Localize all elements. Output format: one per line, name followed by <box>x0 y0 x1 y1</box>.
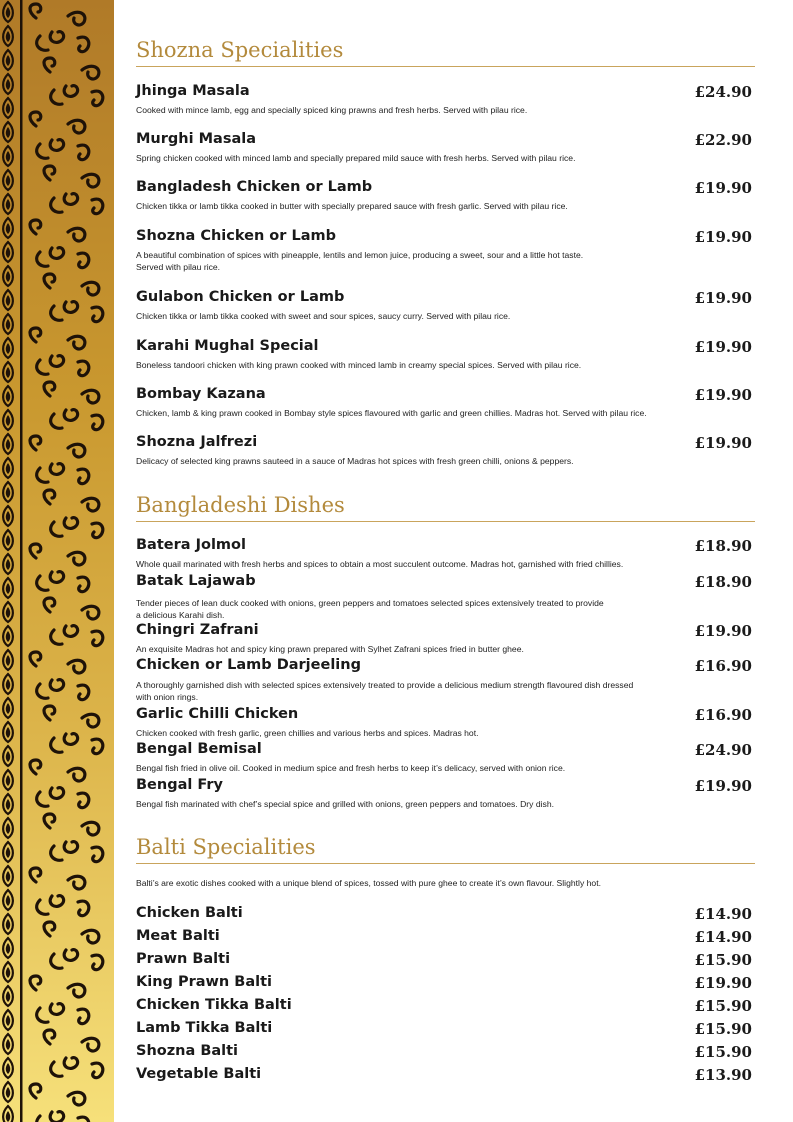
item-price: £15.90 <box>694 951 752 969</box>
item-name: Chicken Tikka Balti <box>136 997 292 1013</box>
item-price: £15.90 <box>694 997 752 1015</box>
menu-item <box>136 338 755 372</box>
item-description: Bengal fish fried in olive oil. Cooked in medium spice and fresh herbs to keep it’s delicacy, served with onion rice. <box>136 763 566 773</box>
item-description: Chicken, lamb & king prawn cooked in Bombay style spices flavoured with garlic and green chillies. Madras hot. Served with pilau rice. <box>136 408 647 418</box>
item-description-line-2: with onion rings. <box>136 691 199 702</box>
item-price: £14.90 <box>694 905 752 923</box>
decorative-side-border <box>0 0 114 1122</box>
menu-item <box>136 974 755 994</box>
item-price: £16.90 <box>694 657 752 675</box>
item-price: £24.90 <box>694 83 752 101</box>
item-description: Chicken tikka or lamb tikka cooked in butter with specially prepared sauce with fresh garlic. Served with pilau rice. <box>136 201 568 211</box>
item-name: Chingri Zafrani <box>136 622 259 638</box>
item-name: Gulabon Chicken or Lamb <box>136 289 345 305</box>
item-price: £19.90 <box>694 289 752 307</box>
item-description: Chicken cooked with fresh garlic, green chillies and various herbs and spices. Madras hot. <box>136 728 479 738</box>
item-description: An exquisite Madras hot and spicy king prawn prepared with Sylhet Zafrani spices fried in butter ghee. <box>136 644 524 654</box>
item-description-line-2: Served with pilau rice. <box>136 261 221 272</box>
menu-item <box>136 386 755 420</box>
ornament-pattern-icon <box>0 0 114 1122</box>
menu-item <box>136 1020 755 1040</box>
item-name: Murghi Masala <box>136 131 257 147</box>
item-price: £19.90 <box>694 434 752 452</box>
item-price: £19.90 <box>694 179 752 197</box>
item-description: Chicken tikka or lamb tikka cooked with sweet and sour spices, saucy curry. Served with pilau rice. <box>136 311 511 321</box>
item-price: £15.90 <box>694 1020 752 1038</box>
item-price: £15.90 <box>694 1043 752 1061</box>
item-price: £19.90 <box>694 386 752 404</box>
menu-item <box>136 228 755 273</box>
item-name: Prawn Balti <box>136 951 231 967</box>
item-price: £19.90 <box>694 974 752 992</box>
menu-item <box>136 537 755 571</box>
item-name: Vegetable Balti <box>136 1066 262 1082</box>
item-description: A beautiful combination of spices with pineapple, lentils and lemon juice, producing a sweet, sour and a little hot taste. <box>136 250 584 260</box>
item-price: £16.90 <box>694 706 752 724</box>
item-description: A thoroughly garnished dish with selected spices extensively treated to provide a delicious medium strength flavoured dish dressed <box>136 680 634 690</box>
item-name: Karahi Mughal Special <box>136 338 319 354</box>
item-description: Boneless tandoori chicken with king prawn cooked with minced lamb in creamy special spices. Served with pilau rice. <box>136 360 582 370</box>
menu-item <box>136 131 755 165</box>
menu-item <box>136 951 755 971</box>
item-description: Spring chicken cooked with minced lamb and specially prepared mild sauce with fresh herbs. Served with pilau rice. <box>136 153 576 163</box>
item-description: Tender pieces of lean duck cooked with onions, green peppers and tomatoes selected spices extensively treated to provide <box>136 598 604 608</box>
menu-item <box>136 928 755 948</box>
item-name: Jhinga Masala <box>136 83 250 99</box>
menu-item <box>136 573 755 621</box>
item-description: Delicacy of selected king prawns sauteed in a sauce of Madras hot spices with fresh green chilli, onions & peppers. <box>136 456 574 466</box>
item-name: Meat Balti <box>136 928 220 944</box>
menu-item <box>136 1066 755 1086</box>
item-price: £19.90 <box>694 228 752 246</box>
menu-item <box>136 741 755 775</box>
item-name: Garlic Chilli Chicken <box>136 706 299 722</box>
item-price: £19.90 <box>694 338 752 356</box>
item-name: Batak Lajawab <box>136 573 256 589</box>
section-intro: Balti’s are exotic dishes cooked with a unique blend of spices, tossed with pure ghee to create it’s own flavour. Slightly hot. <box>136 878 601 888</box>
menu-item <box>136 83 755 117</box>
item-name: Bengal Bemisal <box>136 741 262 757</box>
item-name: Batera Jolmol <box>136 537 246 553</box>
item-name: Shozna Balti <box>136 1043 239 1059</box>
menu-item <box>136 622 755 656</box>
item-name: Chicken Balti <box>136 905 243 921</box>
section-title-shozna: Shozna Specialities <box>136 38 755 67</box>
item-price: £18.90 <box>694 573 752 591</box>
item-price: £24.90 <box>694 741 752 759</box>
item-name: Bombay Kazana <box>136 386 266 402</box>
menu-item <box>136 997 755 1017</box>
item-description-line-2: a delicious Karahi dish. <box>136 609 225 620</box>
item-name: Shozna Chicken or Lamb <box>136 228 336 244</box>
section-title-balti: Balti Specialities <box>136 835 755 864</box>
item-name: King Prawn Balti <box>136 974 272 990</box>
menu-item <box>136 434 755 468</box>
item-name: Bangladesh Chicken or Lamb <box>136 179 373 195</box>
item-name: Lamb Tikka Balti <box>136 1020 273 1036</box>
item-description: Whole quail marinated with fresh herbs and spices to obtain a most succulent outcome. Madras hot, garnished with fried chillies. <box>136 559 624 569</box>
menu-item <box>136 657 755 703</box>
item-price: £18.90 <box>694 537 752 555</box>
item-price: £19.90 <box>694 622 752 640</box>
menu-page <box>136 0 756 1122</box>
menu-item <box>136 1043 755 1063</box>
item-price: £14.90 <box>694 928 752 946</box>
item-name: Bengal Fry <box>136 777 223 793</box>
menu-item <box>136 289 755 323</box>
menu-item <box>136 777 755 811</box>
menu-item <box>136 706 755 740</box>
section-title-bangladeshi: Bangladeshi Dishes <box>136 493 755 522</box>
item-name: Shozna Jalfrezi <box>136 434 258 450</box>
item-description: Bengal fish marinated with chef’s special spice and grilled with onions, green peppers and tomatoes. Dry dish. <box>136 799 554 809</box>
menu-item <box>136 905 755 925</box>
item-price: £19.90 <box>694 777 752 795</box>
item-price: £13.90 <box>694 1066 752 1084</box>
item-name: Chicken or Lamb Darjeeling <box>136 657 361 673</box>
item-price: £22.90 <box>694 131 752 149</box>
menu-item <box>136 179 755 213</box>
item-description: Cooked with mince lamb, egg and specially spiced king prawns and fresh herbs. Served with pilau rice. <box>136 105 528 115</box>
